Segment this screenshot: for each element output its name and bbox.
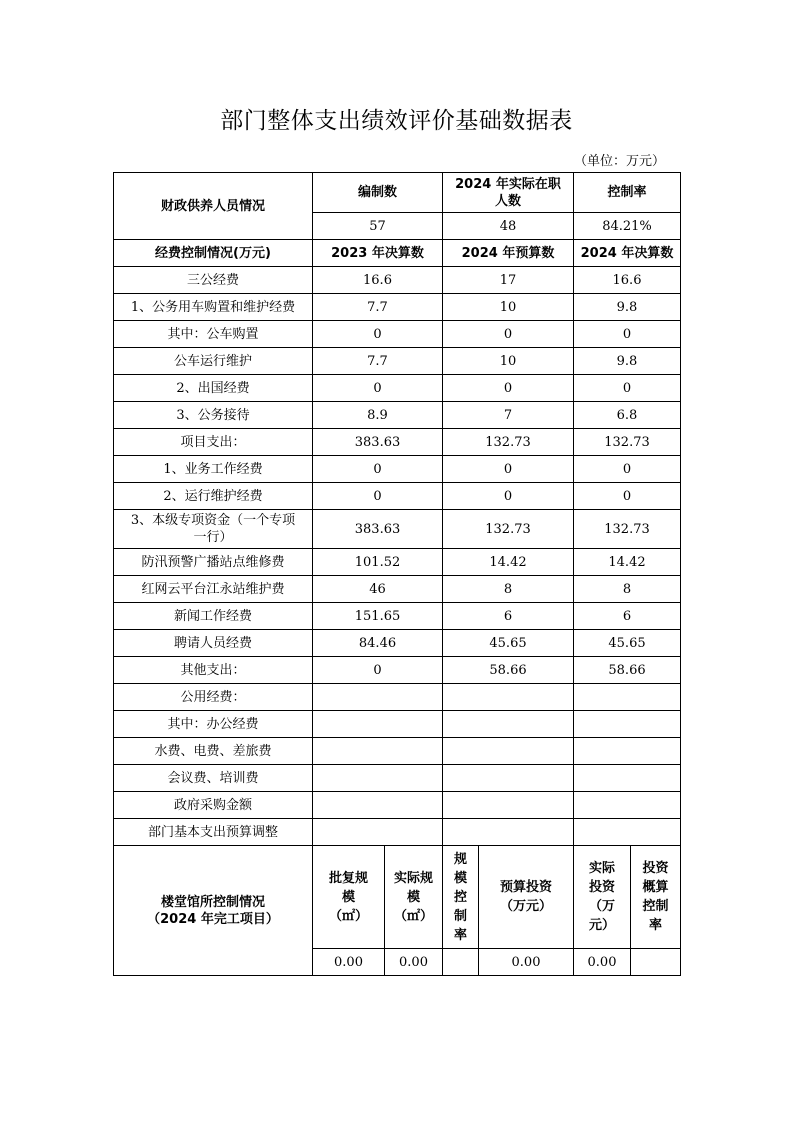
building-header-line: 制 [453, 908, 467, 924]
expense-row-label: 1、公务用车购置和维护经费 [114, 294, 313, 321]
expense-row [114, 630, 681, 657]
building-header-line: 投资 [642, 861, 669, 876]
expense-value-2023-final [313, 711, 443, 738]
expense-value-2024-budget [443, 792, 574, 819]
building-value-budget-investment: 0.00 [479, 949, 574, 976]
expense-value-2024-budget: 58.66 [443, 657, 574, 684]
expense-value-2024-final: 132.73 [574, 429, 681, 456]
expense-row-label: 防汛预警广播站点维修费 [114, 549, 313, 576]
expense-value-2023-final: 0 [313, 321, 443, 348]
building-label-line2: （2024 年完工项目） [147, 911, 279, 927]
building-header-line: 规 [453, 851, 467, 867]
expense-row-label: 公车运行维护 [114, 348, 313, 375]
building-header-line: 模 [341, 889, 355, 905]
expense-value-2024-budget: 10 [443, 348, 574, 375]
expense-row-label: 其中：公车购置 [114, 321, 313, 348]
building-header-line: 批复规 [328, 870, 368, 886]
expense-row [114, 375, 681, 402]
expense-value-2024-budget: 0 [443, 321, 574, 348]
building-header-line: 预算投资 [499, 880, 552, 895]
expense-row [114, 429, 681, 456]
expense-value-2024-final: 58.66 [574, 657, 681, 684]
building-header-line: 率 [453, 927, 467, 943]
expense-row-label: 3、本级专项资金（一个专项一行） [114, 510, 313, 549]
unit-note: （单位：万元） [574, 154, 666, 169]
expense-value-2024-budget [443, 711, 574, 738]
expense-value-2024-final: 0 [574, 483, 681, 510]
building-header-line: 元） [588, 918, 615, 933]
building-header-line: 投资 [588, 880, 615, 895]
expense-value-2024-budget [443, 819, 574, 846]
expense-value-2024-budget: 132.73 [443, 429, 574, 456]
expense-value-2023-final: 0 [313, 456, 443, 483]
expense-value-2024-budget: 0 [443, 456, 574, 483]
expense-row [114, 819, 681, 846]
expense-value-2024-budget [443, 765, 574, 792]
expense-row [114, 483, 681, 510]
expense-value-2024-final [574, 684, 681, 711]
expense-row [114, 549, 681, 576]
expense-row-label: 新闻工作经费 [114, 603, 313, 630]
expense-row [114, 603, 681, 630]
expense-row-label: 聘请人员经费 [114, 630, 313, 657]
expense-value-2024-budget: 14.42 [443, 549, 574, 576]
expense-value-2023-final: 0 [313, 483, 443, 510]
building-value-actual-scale: 0.00 [385, 949, 443, 976]
expense-row [114, 765, 681, 792]
expense-value-2024-budget: 45.65 [443, 630, 574, 657]
expense-row [114, 576, 681, 603]
expense-header-row [114, 240, 681, 267]
building-header-line: 控 [453, 889, 467, 905]
expense-value-2024-final: 0 [574, 375, 681, 402]
expense-value-2023-final [313, 792, 443, 819]
expense-value-2023-final [313, 819, 443, 846]
staffing-header-actual: 2024 年实际在职人数 [443, 173, 574, 213]
building-header-line: （万元） [499, 899, 552, 914]
expense-value-2023-final: 151.65 [313, 603, 443, 630]
expense-header-2023-final: 2023 年决算数 [313, 240, 443, 267]
expense-value-2024-budget: 0 [443, 483, 574, 510]
building-header-line: 概算 [642, 880, 669, 895]
expense-value-2024-final: 0 [574, 456, 681, 483]
building-header-scale-control-rate [443, 846, 479, 949]
building-value-scale-control-rate [443, 949, 479, 976]
performance-data-table [113, 172, 681, 976]
expense-value-2024-final: 16.6 [574, 267, 681, 294]
expense-row [114, 267, 681, 294]
expense-value-2024-final: 6 [574, 603, 681, 630]
expense-row-label: 其他支出： [114, 657, 313, 684]
staffing-value-rate: 84.21% [574, 213, 681, 240]
expense-row-label: 红网云平台江永站维护费 [114, 576, 313, 603]
expense-value-2024-budget [443, 738, 574, 765]
building-value-approved-scale: 0.00 [313, 949, 385, 976]
expense-row-label: 2、出国经费 [114, 375, 313, 402]
building-header-line: （万 [588, 899, 615, 914]
expense-value-2024-budget: 8 [443, 576, 574, 603]
building-header-actual-scale [385, 846, 443, 949]
expense-value-2024-final [574, 711, 681, 738]
building-header-actual-investment [574, 846, 631, 949]
expense-value-2024-final: 8 [574, 576, 681, 603]
page-title: 部门整体支出绩效评价基础数据表 [220, 108, 573, 134]
expense-value-2024-final: 0 [574, 321, 681, 348]
building-header-line: 模 [453, 870, 467, 886]
building-header-line: 实际 [588, 861, 615, 876]
expense-value-2023-final: 7.7 [313, 348, 443, 375]
expense-header-2024-final: 2024 年决算数 [574, 240, 681, 267]
staffing-value-authorized: 57 [313, 213, 443, 240]
building-header-row [114, 846, 681, 949]
expense-row [114, 657, 681, 684]
expense-row [114, 711, 681, 738]
expense-value-2023-final: 0 [313, 375, 443, 402]
expense-row [114, 294, 681, 321]
expense-value-2023-final: 383.63 [313, 429, 443, 456]
expense-row [114, 510, 681, 549]
expense-value-2024-final [574, 738, 681, 765]
expense-value-2024-final: 6.8 [574, 402, 681, 429]
building-header-line: 模 [406, 889, 420, 905]
expense-value-2024-budget: 17 [443, 267, 574, 294]
expense-value-2024-budget: 7 [443, 402, 574, 429]
expense-value-2023-final: 101.52 [313, 549, 443, 576]
staffing-header-authorized: 编制数 [313, 173, 443, 213]
expense-row [114, 402, 681, 429]
expense-row [114, 738, 681, 765]
expense-value-2023-final: 16.6 [313, 267, 443, 294]
expense-row-label: 3、公务接待 [114, 402, 313, 429]
expense-header-2024-budget: 2024 年预算数 [443, 240, 574, 267]
building-header-approved-scale [313, 846, 385, 949]
building-header-line: 率 [648, 918, 662, 933]
expense-row [114, 792, 681, 819]
expense-value-2024-final: 45.65 [574, 630, 681, 657]
building-header-line: （㎡） [328, 908, 368, 924]
expense-row-label: 部门基本支出预算调整 [114, 819, 313, 846]
expense-row-label: 项目支出： [114, 429, 313, 456]
building-header-line: 控制 [642, 899, 669, 914]
expense-value-2024-final [574, 765, 681, 792]
expense-label: 经费控制情况(万元) [114, 240, 313, 267]
expense-value-2024-budget: 0 [443, 375, 574, 402]
expense-row-label: 政府采购金额 [114, 792, 313, 819]
expense-row [114, 684, 681, 711]
expense-row [114, 348, 681, 375]
staffing-header-rate: 控制率 [574, 173, 681, 213]
expense-row-label: 2、运行维护经费 [114, 483, 313, 510]
expense-value-2023-final: 8.9 [313, 402, 443, 429]
expense-row-label: 公用经费： [114, 684, 313, 711]
building-value-actual-investment: 0.00 [574, 949, 631, 976]
expense-value-2024-final [574, 819, 681, 846]
expense-value-2023-final [313, 684, 443, 711]
expense-row-label: 水费、电费、差旅费 [114, 738, 313, 765]
expense-value-2023-final: 84.46 [313, 630, 443, 657]
staffing-header-row [114, 173, 681, 213]
expense-value-2024-budget [443, 684, 574, 711]
building-header-line: （㎡） [393, 908, 433, 924]
expense-value-2023-final [313, 765, 443, 792]
expense-value-2023-final: 383.63 [313, 510, 443, 549]
expense-row-label: 1、业务工作经费 [114, 456, 313, 483]
expense-value-2023-final: 46 [313, 576, 443, 603]
expense-value-2023-final: 7.7 [313, 294, 443, 321]
staffing-value-actual: 48 [443, 213, 574, 240]
expense-value-2024-final: 14.42 [574, 549, 681, 576]
expense-row [114, 456, 681, 483]
expense-value-2024-budget: 6 [443, 603, 574, 630]
expense-value-2024-budget: 10 [443, 294, 574, 321]
staffing-label: 财政供养人员情况 [114, 173, 313, 240]
building-header-line: 实际规 [393, 870, 433, 886]
building-label-line1: 楼堂馆所控制情况 [160, 894, 265, 910]
building-header-estimate-control-rate [631, 846, 681, 949]
expense-row-label: 三公经费 [114, 267, 313, 294]
expense-row [114, 321, 681, 348]
expense-value-2024-final: 132.73 [574, 510, 681, 549]
expense-value-2023-final [313, 738, 443, 765]
expense-value-2024-budget: 132.73 [443, 510, 574, 549]
expense-value-2023-final: 0 [313, 657, 443, 684]
expense-value-2024-final [574, 792, 681, 819]
expense-value-2024-final: 9.8 [574, 294, 681, 321]
expense-row-label: 其中：办公经费 [114, 711, 313, 738]
expense-value-2024-final: 9.8 [574, 348, 681, 375]
building-header-budget-investment [479, 846, 574, 949]
expense-row-label: 会议费、培训费 [114, 765, 313, 792]
building-value-estimate-control-rate [631, 949, 681, 976]
building-label [114, 846, 313, 976]
